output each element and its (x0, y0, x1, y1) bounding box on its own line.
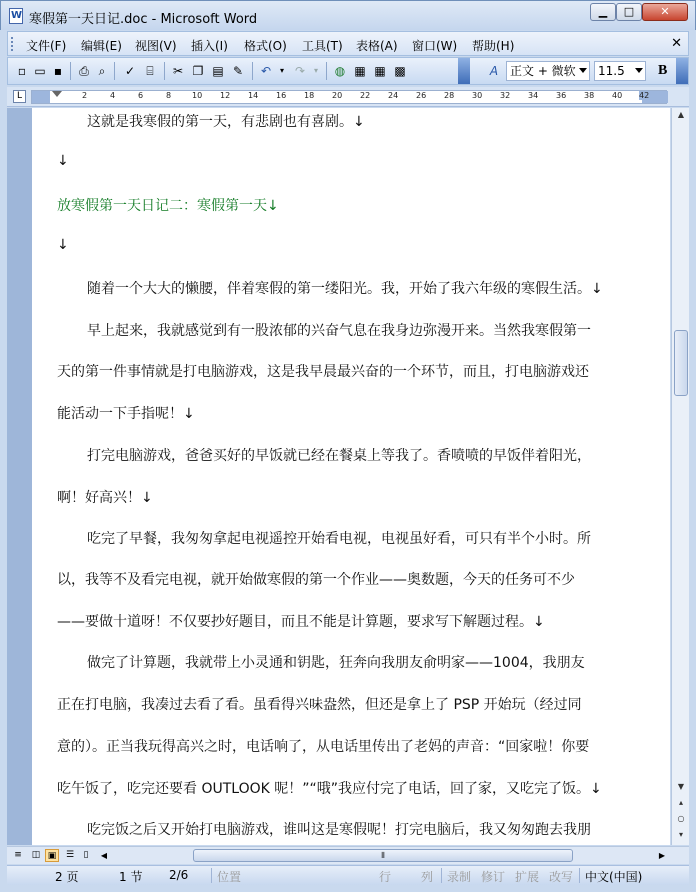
insert-excel-icon[interactable]: ▩ (394, 64, 406, 78)
chevron-down-icon (635, 68, 643, 73)
ruler-tick: 6 (138, 91, 144, 100)
vertical-scroll-thumb[interactable] (674, 330, 688, 396)
status-page: 2 页 (55, 870, 79, 884)
print-layout-view-icon[interactable]: ▣ (45, 849, 59, 862)
font-size-value: 11.5 (598, 64, 625, 78)
tab-selector-icon[interactable]: L (13, 90, 26, 103)
status-overtype[interactable]: 改写 (549, 870, 574, 884)
ruler-tick: 4 (110, 91, 116, 100)
next-page-icon[interactable]: ▾ (678, 830, 683, 839)
normal-view-icon[interactable]: ≡ (14, 850, 22, 860)
ruler-tick: 34 (528, 91, 539, 100)
ruler-tick: 36 (556, 91, 567, 100)
styles-formatting-icon[interactable]: A (489, 64, 499, 78)
horizontal-scroll-thumb[interactable]: ⦀ (193, 849, 573, 862)
close-button[interactable]: ✕ (642, 3, 688, 21)
title-bar (0, 0, 696, 30)
maximize-button[interactable]: □ (616, 3, 642, 21)
reading-layout-view-icon[interactable]: ▯ (83, 850, 89, 860)
document-line: ——要做十道呀！不仅要抄好题目，而且不能是计算题，要求写下解题过程。↓ (57, 614, 545, 630)
menu-tools[interactable]: 工具(T) (302, 39, 343, 53)
ruler-tick: 12 (220, 91, 231, 100)
status-page-of: 2/6 (169, 868, 189, 882)
minimize-button[interactable]: ▁ (590, 3, 616, 21)
document-line: 这就是我寒假的第一天，有悲剧也有喜剧。↓ (87, 114, 365, 130)
view-and-hscroll-bar (7, 846, 689, 864)
menu-bar (7, 31, 689, 56)
menu-edit[interactable]: 编辑(E) (81, 39, 122, 53)
bold-button[interactable]: B (658, 63, 668, 78)
print-preview-icon[interactable]: ⌕ (98, 64, 106, 78)
chevron-down-icon (579, 68, 587, 73)
font-size-select[interactable] (594, 61, 646, 81)
status-revisions[interactable]: 修订 (481, 870, 506, 884)
menu-format[interactable]: 格式(O) (244, 39, 287, 53)
document-line: 意的）。正当我玩得高兴之时，电话响了，从电话里传出了老妈的声音：“回家啦！你要 (57, 739, 590, 755)
document-line: 吃午饭了，吃完还要看 OUTLOOK 呢！”“哦”我应付完了电话，回了家，又吃完了饭。↓ (57, 781, 602, 797)
document-line: 打完电脑游戏，爸爸买好的早饭就已经在餐桌上等我了。香喷喷的早饭伴着阳光， (87, 448, 591, 464)
ruler-tick: 14 (248, 91, 259, 100)
document-line: ↓ (57, 237, 69, 253)
menu-file[interactable]: 文件(F) (26, 39, 67, 53)
menu-help[interactable]: 帮助(H) (472, 39, 515, 53)
status-separator (441, 868, 442, 883)
ruler-tick: 22 (360, 91, 371, 100)
toolbar-separator (326, 62, 327, 80)
first-line-indent-marker[interactable] (52, 91, 62, 97)
menu-view[interactable]: 视图(V) (135, 39, 177, 53)
toolbar-overflow-icon[interactable] (458, 58, 470, 84)
format-painter-icon[interactable]: ✎ (232, 64, 244, 78)
document-line: 早上起来，我就感觉到有一股浓郁的兴奋气息在我身边弥漫开来。当然我寒假第一 (87, 323, 591, 339)
ruler-tick: 26 (416, 91, 427, 100)
document-close-icon[interactable]: ✕ (671, 36, 682, 51)
document-line: 随着一个大大的懒腰，伴着寒假的第一缕阳光。我，开始了我六年级的寒假生活。↓ (87, 281, 603, 297)
document-line: 啊！好高兴！↓ (57, 490, 153, 506)
ruler-tick: 8 (166, 91, 172, 100)
open-folder-icon[interactable]: ▭ (34, 64, 46, 78)
status-column: 列 (421, 870, 434, 884)
scroll-down-icon[interactable]: ▼ (677, 782, 685, 791)
document-line: 以，我等不及看完电视，就开始做寒假的第一个作业——奥数题，今天的任务可不少 (57, 572, 575, 588)
document-line: 做完了计算题，我就带上小灵通和钥匙，狂奔向我朋友俞明家——1004，我朋友 (87, 655, 585, 671)
redo-dropdown-icon[interactable]: ▾ (313, 66, 318, 75)
cut-icon[interactable]: ✂ (172, 64, 184, 78)
ruler-tick: 30 (472, 91, 483, 100)
document-line: 吃完饭之后又开始打电脑游戏，谁叫这是寒假呢！打完电脑后，我又匆匆跑去我朋 (87, 822, 591, 838)
document-line: 正在打电脑，我凑过去看了看。虽看得兴味盎然，但还是拿上了 PSP 开始玩（经过同 (57, 697, 582, 713)
toolbar-separator (114, 62, 115, 80)
print-icon[interactable]: ⎙ (79, 64, 89, 78)
document-heading: 放寒假第一天日记二：寒假第一天↓ (57, 198, 279, 214)
status-record[interactable]: 录制 (447, 870, 472, 884)
horizontal-ruler[interactable] (31, 90, 667, 104)
scroll-left-icon[interactable]: ◀ (100, 851, 108, 860)
insert-table-icon[interactable]: ▦ (374, 64, 386, 78)
toolbar-separator (164, 62, 165, 80)
document-line: 吃完了早餐，我匆匆拿起电视遥控开始看电视，电视虽好看，可只有半个小时。所 (87, 531, 591, 547)
tables-borders-icon[interactable]: ▦ (354, 64, 366, 78)
style-select-value: 正文 + 微软 (510, 64, 576, 78)
ruler-tick: 2 (82, 91, 88, 100)
status-separator (211, 868, 212, 883)
document-line: 能活动一下手指呢！↓ (57, 406, 195, 422)
status-section: 1 节 (119, 870, 143, 884)
web-layout-view-icon[interactable]: ◫ (31, 850, 41, 860)
previous-page-icon[interactable]: ▴ (678, 798, 683, 807)
standard-toolbar (7, 57, 689, 85)
document-line: ↓ (57, 153, 69, 169)
menu-insert[interactable]: 插入(I) (191, 39, 228, 53)
menu-grip-handle[interactable] (11, 37, 14, 51)
redo-icon[interactable]: ↷ (294, 64, 306, 78)
scroll-up-icon[interactable]: ▲ (677, 110, 685, 119)
undo-icon[interactable]: ↶ (260, 64, 272, 78)
status-language[interactable]: 中文(中国) (585, 870, 643, 884)
toolbar-overflow-icon[interactable] (676, 58, 688, 84)
scroll-right-icon[interactable]: ▶ (658, 851, 666, 860)
document-page[interactable] (32, 108, 670, 845)
ruler-tick: 20 (332, 91, 343, 100)
vertical-scrollbar[interactable] (671, 108, 689, 845)
ruler-left-margin (32, 91, 50, 103)
ruler-tick: 28 (444, 91, 455, 100)
ruler-area (7, 87, 689, 107)
spelling-icon[interactable]: ✓ (124, 64, 136, 78)
status-extend[interactable]: 扩展 (515, 870, 540, 884)
status-position: 位置 (217, 870, 242, 884)
ruler-tick: 32 (500, 91, 511, 100)
ruler-tick: 16 (276, 91, 287, 100)
outline-view-icon[interactable]: ☰ (65, 850, 75, 860)
menu-table[interactable]: 表格(A) (356, 39, 398, 53)
window-title: 寒假第一天日记.doc - Microsoft Word (29, 12, 258, 27)
toolbar-separator (252, 62, 253, 80)
status-line: 行 (379, 870, 392, 884)
menu-window[interactable]: 窗口(W) (412, 39, 458, 53)
ruler-tick: 40 (612, 91, 623, 100)
ruler-tick: 18 (304, 91, 315, 100)
ruler-tick: 24 (388, 91, 399, 100)
hyperlink-icon[interactable]: ◍ (334, 64, 346, 78)
select-browse-object-icon[interactable]: ○ (677, 814, 685, 823)
toolbar-separator (70, 62, 71, 80)
copy-icon[interactable]: ❐ (192, 64, 204, 78)
research-icon[interactable]: ⌸ (146, 64, 154, 78)
document-line: 天的第一件事情就是打电脑游戏，这是我早晨最兴奋的一个环节，而且，打电脑游戏还 (57, 364, 589, 380)
word-doc-icon[interactable] (9, 8, 23, 24)
horizontal-scrollbar[interactable] (111, 849, 671, 862)
save-icon[interactable]: ▪ (53, 64, 63, 78)
ruler-tick: 42 (639, 91, 650, 100)
document-area (7, 108, 670, 845)
ruler-tick: 38 (584, 91, 595, 100)
ruler-tick: 10 (192, 91, 203, 100)
status-bar (7, 865, 689, 885)
undo-dropdown-icon[interactable]: ▾ (279, 66, 284, 75)
status-separator (579, 868, 580, 883)
paste-icon[interactable]: ▤ (212, 64, 224, 78)
new-document-icon[interactable]: ▫ (17, 64, 27, 78)
style-select[interactable] (506, 61, 590, 81)
